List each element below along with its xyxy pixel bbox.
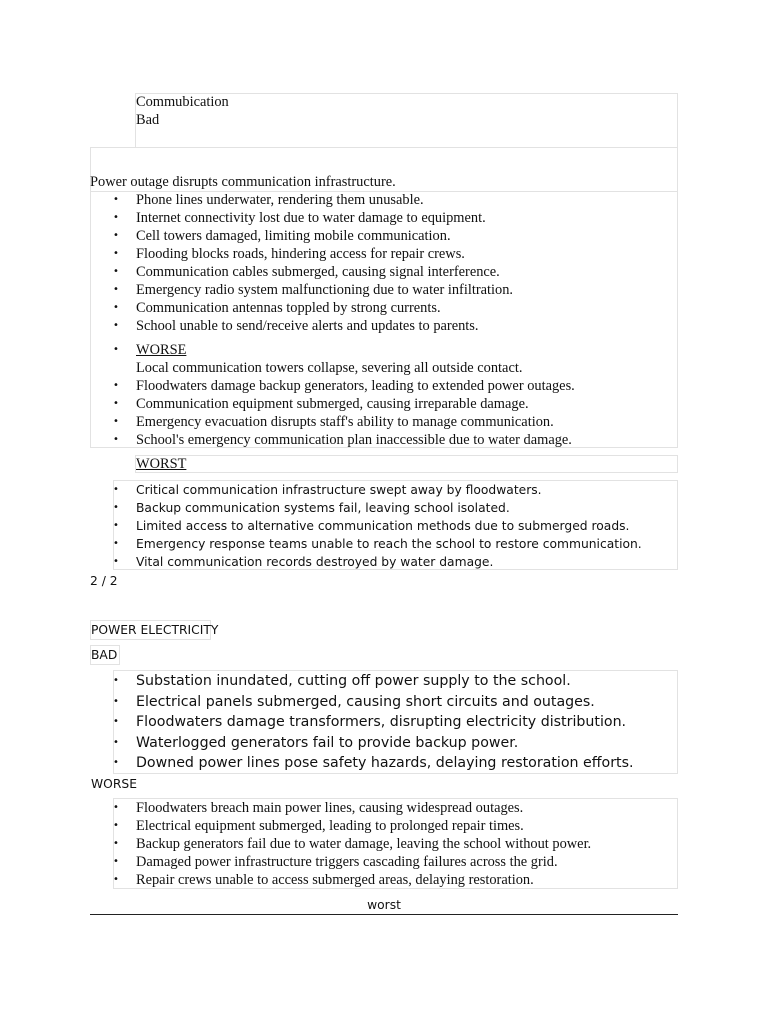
list-item: • Repair crews unable to access submerged areas, delaying restoration.	[91, 871, 591, 889]
list-item: • Emergency evacuation disrupts staff's ability to manage communication.	[91, 413, 575, 431]
list-item: • Electrical equipment submerged, leading to prolonged repair times.	[91, 817, 591, 835]
list-item: • Floodwaters breach main power lines, causing widespread outages.	[91, 799, 591, 817]
communication-bad-list	[91, 191, 513, 335]
list-item: • Limited access to alternative communication methods due to submerged roads.	[91, 517, 642, 535]
list-item: • Floodwaters damage backup generators, leading to extended power outages.	[91, 377, 575, 395]
list-item: • Emergency radio system malfunctioning due to water infiltration.	[91, 281, 513, 299]
communication-worst-box	[135, 455, 678, 473]
communication-worse-list	[91, 341, 186, 359]
power-heading: POWER ELECTRICITY	[91, 623, 219, 637]
communication-worst-label: WORST	[136, 456, 187, 472]
communication-heading: Commubication	[136, 94, 229, 110]
power-worst-label: worst	[367, 898, 401, 912]
list-item: • Damaged power infrastructure triggers cascading failures across the grid.	[91, 853, 591, 871]
list-item: • Waterlogged generators fail to provide backup power.	[91, 733, 634, 754]
list-item: • Cell towers damaged, limiting mobile communication.	[91, 227, 513, 245]
list-item: • Communication antennas toppled by strong currents.	[91, 299, 513, 317]
list-item	[91, 341, 186, 359]
section-divider	[90, 914, 678, 915]
power-worse-list	[91, 799, 591, 889]
communication-bad-label: Bad	[136, 112, 160, 128]
list-item: • Phone lines underwater, rendering them unusable.	[91, 191, 513, 209]
list-item: • School's emergency communication plan inaccessible due to water damage.	[91, 431, 575, 449]
communication-worse-items	[91, 377, 575, 449]
list-item: • Communication cables submerged, causing signal interference.	[91, 263, 513, 281]
communication-worse-label: WORSE	[136, 342, 187, 358]
list-item: • Backup generators fail due to water damage, leaving the school without power.	[91, 835, 591, 853]
list-item: • Floodwaters damage transformers, disrupting electricity distribution.	[91, 712, 634, 733]
list-item: • School unable to send/receive alerts and updates to parents.	[91, 317, 513, 335]
list-item: • Backup communication systems fail, leaving school isolated.	[91, 499, 642, 517]
power-bad-label: BAD	[91, 648, 118, 662]
list-item: • Downed power lines pose safety hazards, delaying restoration efforts.	[91, 753, 634, 774]
list-item: • Electrical panels submerged, causing short circuits and outages.	[91, 692, 634, 713]
communication-worse-intro: Local communication towers collapse, severing all outside contact.	[136, 360, 523, 376]
list-item: • Internet connectivity lost due to water damage to equipment.	[91, 209, 513, 227]
page-counter: 2 / 2	[90, 574, 118, 588]
list-item: • Communication equipment submerged, causing irreparable damage.	[91, 395, 575, 413]
list-item: • Vital communication records destroyed by water damage.	[91, 553, 642, 571]
list-item: • Critical communication infrastructure swept away by floodwaters.	[91, 481, 642, 499]
list-item: • Substation inundated, cutting off power supply to the school.	[91, 671, 634, 692]
list-item: • Emergency response teams unable to reach the school to restore communication.	[91, 535, 642, 553]
list-item: • Flooding blocks roads, hindering access for repair crews.	[91, 245, 513, 263]
power-worse-label: WORSE	[91, 777, 137, 791]
power-bad-list	[91, 671, 634, 774]
communication-intro: Power outage disrupts communication infrastructure.	[90, 174, 396, 190]
communication-worst-list	[91, 481, 642, 571]
